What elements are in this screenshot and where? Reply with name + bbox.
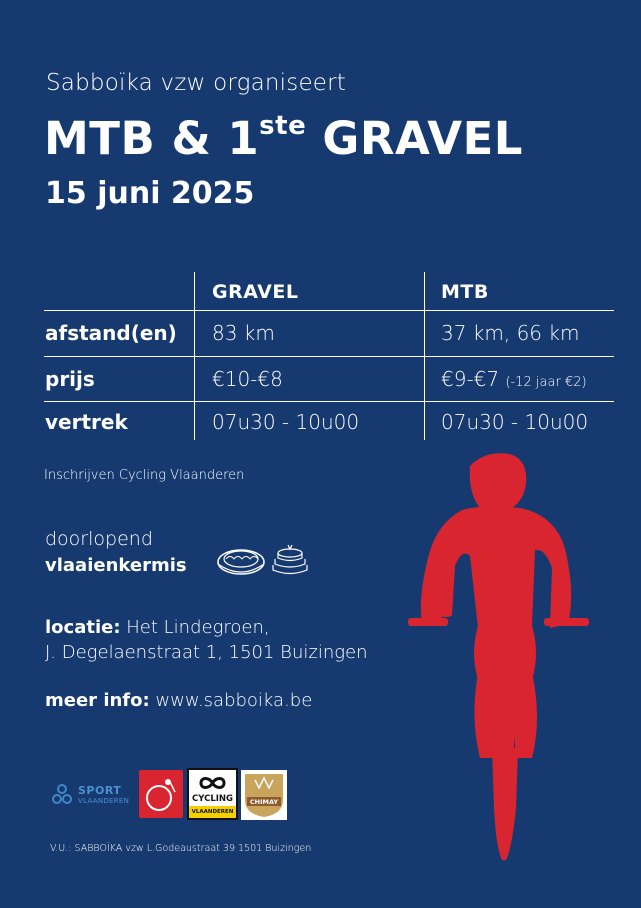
mtb-price-value: €9-€7 — [441, 367, 500, 391]
cycling-logo-text: CYCLING — [192, 794, 233, 804]
cake-stack-icon — [270, 543, 310, 577]
table-row-divider — [44, 310, 614, 311]
kermis-line-1: doorlopend — [45, 528, 153, 550]
info-table — [44, 272, 614, 440]
gravel-start: 07u30 - 10u00 — [212, 410, 360, 434]
table-row-divider — [44, 401, 614, 402]
location-line — [45, 617, 270, 638]
kermis-line-2: vlaaienkermis — [45, 555, 187, 576]
red-club-logo — [139, 770, 183, 818]
location-place: Het Lindegroen, — [120, 617, 270, 638]
mtb-start: 07u30 - 10u00 — [441, 410, 589, 434]
gravel-price: €10-€8 — [212, 367, 283, 391]
info-label: meer info: — [45, 690, 150, 711]
row-label-start: vertrek — [45, 410, 128, 434]
organizer-line: Sabboïka vzw organiseert — [46, 70, 347, 96]
row-label-price: prijs — [45, 367, 95, 391]
sport-vlaanderen-logo — [50, 778, 135, 814]
event-title — [44, 112, 523, 165]
table-row-divider — [44, 356, 614, 357]
infinity-icon — [189, 773, 236, 793]
publisher-note: V.U.: SABBOÏKA vzw L.Godeaustraat 39 1501 Buizingen — [50, 843, 312, 854]
cycling-logo-band: VLAANDEREN — [189, 806, 236, 818]
mtb-price-note: (-12 jaar €2) — [505, 375, 587, 390]
title-main: MTB & 1 — [44, 112, 260, 165]
gravel-distance: 83 km — [212, 321, 275, 345]
location-label: locatie: — [45, 617, 121, 638]
registration-note: Inschrijven Cycling Vlaanderen — [44, 468, 245, 483]
sport-vlaanderen-emblem — [50, 781, 74, 811]
location-address: J. Degelaenstraat 1, 1501 Buizingen — [45, 642, 368, 663]
sport-logo-text-1: SPORT — [78, 784, 122, 797]
column-header-mtb: MTB — [441, 281, 489, 303]
column-header-gravel: GRAVEL — [212, 281, 299, 303]
title-end: GRAVEL — [306, 112, 523, 165]
chimay-logo-text: CHIMAY — [249, 798, 279, 806]
mtb-price — [441, 367, 587, 391]
row-label-distance: afstand(en) — [45, 321, 177, 345]
mtb-distance: 37 km, 66 km — [441, 321, 580, 345]
chimay-logo — [241, 770, 287, 820]
chimay-emblem — [241, 770, 287, 820]
info-url: www.sabboika.be — [149, 690, 313, 711]
sport-logo-text-2: VLAANDEREN — [78, 797, 130, 805]
cycling-vlaanderen-logo — [187, 768, 238, 820]
info-line — [45, 690, 312, 711]
cyclist-silhouette — [400, 448, 610, 863]
title-superscript: ste — [259, 111, 307, 141]
event-date: 15 juni 2025 — [45, 176, 255, 211]
pie-icon — [216, 542, 266, 578]
club-emblem-icon — [139, 770, 183, 818]
